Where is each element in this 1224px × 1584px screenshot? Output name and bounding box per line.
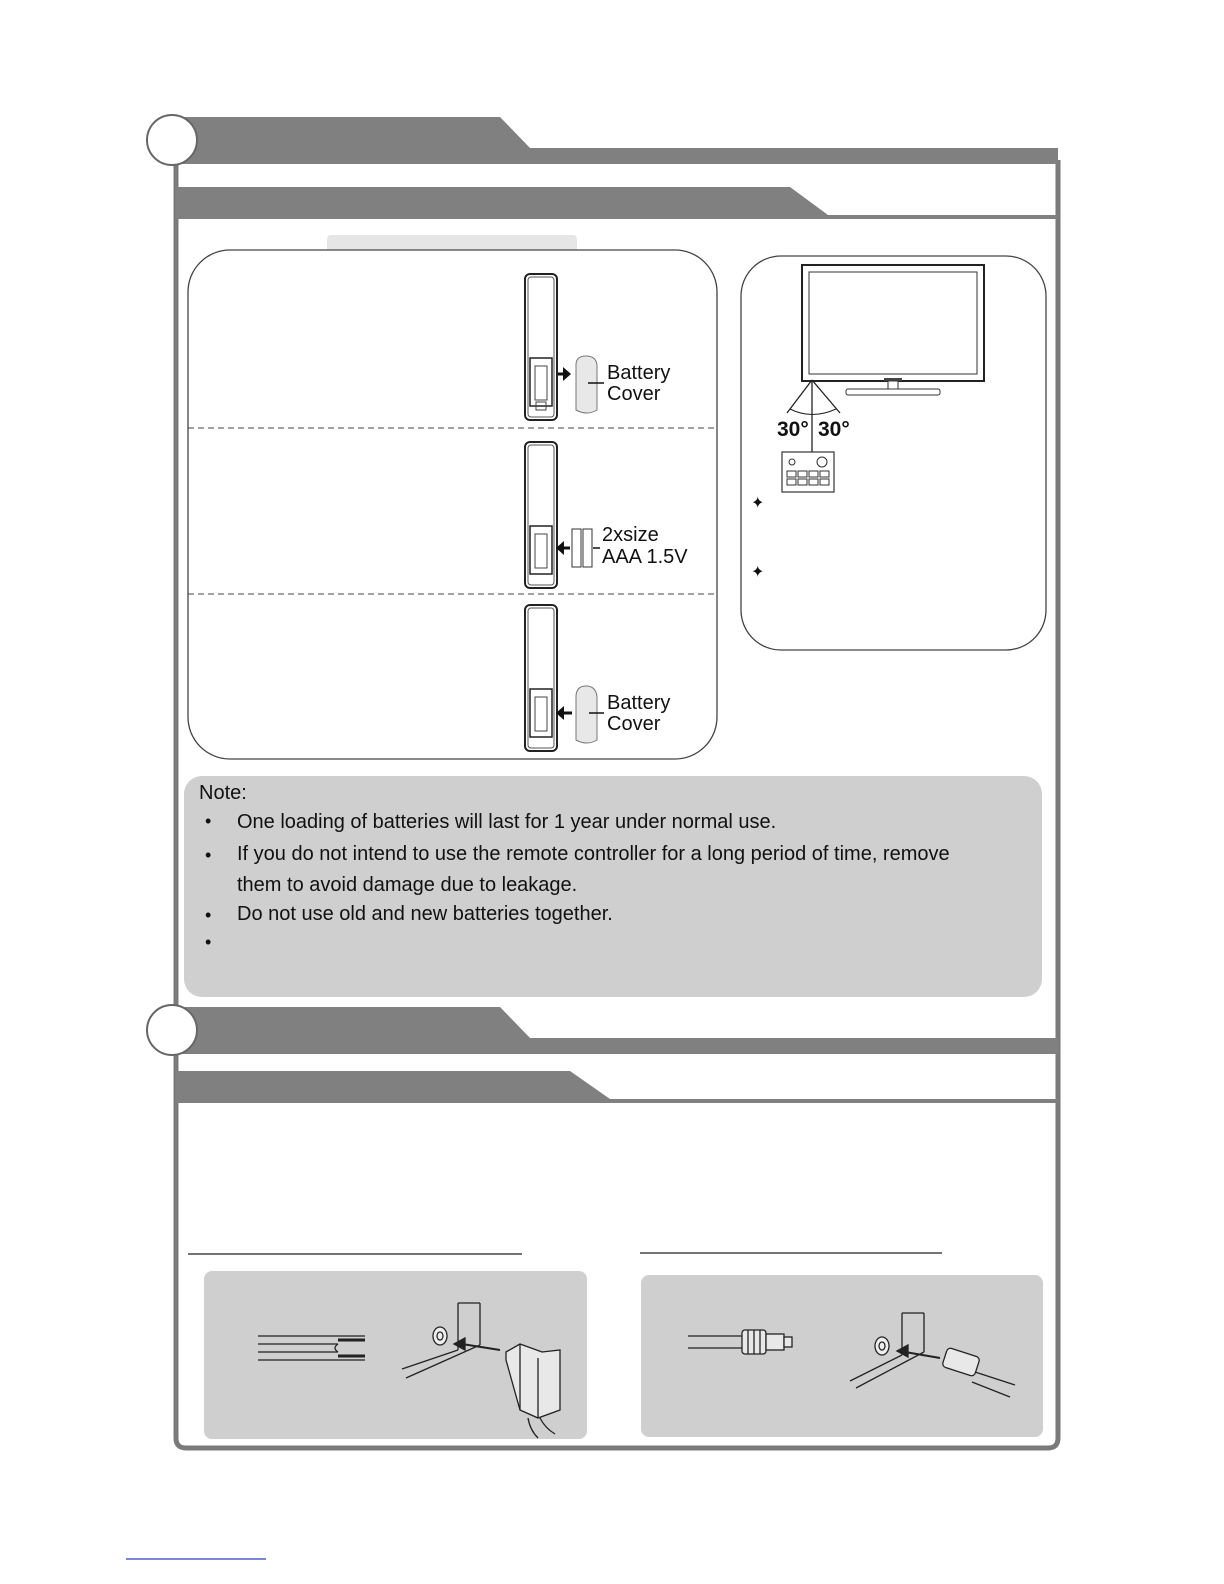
battery-steps-panel xyxy=(188,250,717,759)
remote-top-illustration xyxy=(782,452,834,492)
angle-note-bullet-1: ✦ xyxy=(751,493,765,512)
left-angle-label: 30° xyxy=(777,418,809,441)
section-1-number-badge xyxy=(147,115,197,165)
section-2-subheader-bar xyxy=(176,1071,1058,1103)
step-2-label-line-2: AAA 1.5V xyxy=(602,546,688,568)
note-bullet: • xyxy=(205,811,212,831)
note-bullet: • xyxy=(205,932,212,952)
note-item-1: One loading of batteries will last for 1 year under normal use. xyxy=(237,811,777,833)
section-1-header-bar xyxy=(172,117,1058,164)
note-title: Note: xyxy=(199,782,247,804)
section-1-subheader-bar xyxy=(176,187,1058,219)
note-bullet: • xyxy=(205,905,212,925)
step-1-label-line-2: Cover xyxy=(607,383,661,405)
step-2-label-line-1: 2xsize xyxy=(602,524,659,546)
step-3-label-line-2: Cover xyxy=(607,713,661,735)
angle-note-bullet-2: ✦ xyxy=(751,562,765,581)
note-item-2: If you do not intend to use the remote controller for a long period of time, remove xyxy=(237,843,950,865)
right-angle-label: 30° xyxy=(818,418,850,441)
section-2-header-bar xyxy=(172,1007,1058,1054)
note-item-3: Do not use old and new batteries together. xyxy=(237,903,613,925)
step-3-label-line-1: Battery xyxy=(607,692,671,714)
coaxial-cable-panel xyxy=(641,1275,1043,1437)
step-1-label-line-1: Battery xyxy=(607,362,671,384)
note-bullet: • xyxy=(205,845,212,865)
note-item-2-continued: them to avoid damage due to leakage. xyxy=(237,874,578,896)
section-2-number-badge xyxy=(147,1005,197,1055)
